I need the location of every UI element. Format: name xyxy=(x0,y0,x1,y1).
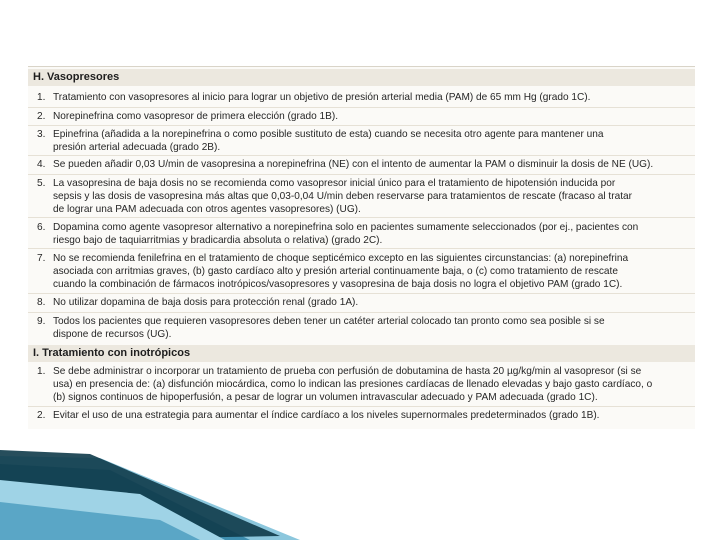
divider xyxy=(28,312,695,313)
slide-decoration-swoosh xyxy=(0,450,720,540)
divider xyxy=(28,293,695,294)
item-number: 4. xyxy=(37,159,46,170)
divider xyxy=(28,217,695,218)
section-i-header: I. Tratamiento con inotrópicos xyxy=(28,345,695,362)
item-number: 9. xyxy=(37,316,46,327)
item-number: 6. xyxy=(37,222,46,233)
item-text: No utilizar dopamina de baja dosis para protección renal (grado 1A). xyxy=(53,297,359,308)
item-text: Epinefrina (añadida a la norepinefrina o como posible sustituto de esta) cuando se necesita otro agente para mantener una presión arterial adecuada (grado 2B). xyxy=(53,129,604,153)
divider xyxy=(28,174,695,175)
divider xyxy=(28,107,695,108)
item-number: 3. xyxy=(37,129,46,140)
item-text: No se recomienda fenilefrina en el tratamiento de choque septicémico excepto en las siguientes circunstancias: (a) norepinefrina asociada con arritmias graves, (b) gasto cardíaco alto y presión arterial continuamente baja, o (c) como tratamiento de rescate cuando la combinación de fármacos inotrópicos/vasopresores y vasopresina de baja dosis no logra el objetivo PAM (grado 1C). xyxy=(53,253,629,290)
item-text: Todos los pacientes que requieren vasopresores deben tener un catéter arterial colocado tan pronto como sea posible si se dispone de recursos (UG). xyxy=(53,316,605,340)
divider xyxy=(28,155,695,156)
divider xyxy=(28,406,695,407)
divider xyxy=(28,125,695,126)
item-text: Se pueden añadir 0,03 U/min de vasopresina a norepinefrina (NE) con el intento de aumentar la PAM o disminuir la dosis de NE (UG). xyxy=(53,159,654,170)
item-number: 2. xyxy=(37,410,46,421)
item-text: Se debe administrar o incorporar un tratamiento de prueba con perfusión de dobutamina de hasta 20 µg/kg/min al vasopresor (si se usa) en presencia de: (a) disfunción miocárdica, como lo indican las presiones cardíacas de llenado elevadas y bajo gasto cardíaco, o (b) signos continuos de hipoperfusión, a pesar de lograr un volumen intravascular adecuado y PAM adecuada (grado 1C). xyxy=(53,366,653,403)
item-number: 2. xyxy=(37,111,46,122)
section-h-header: H. Vasopresores xyxy=(28,69,695,86)
guideline-document-image xyxy=(28,66,695,429)
divider xyxy=(28,248,695,249)
item-number: 1. xyxy=(37,92,46,103)
item-number: 8. xyxy=(37,297,46,308)
item-number: 5. xyxy=(37,178,46,189)
item-text: Evitar el uso de una estrategia para aumentar el índice cardíaco a los niveles supernormales predeterminados (grado 1B). xyxy=(53,410,600,421)
item-text: Tratamiento con vasopresores al inicio para lograr un objetivo de presión arterial media (PAM) de 65 mm Hg (grado 1C). xyxy=(53,92,591,103)
item-number: 1. xyxy=(37,366,46,377)
item-text: Dopamina como agente vasopresor alternativo a norepinefrina solo en pacientes sumamente seleccionados (por ej., pacientes con riesgo bajo de taquiarritmias y bradicardia absoluta o relativa) (grado 2C). xyxy=(53,222,639,246)
item-text: Norepinefrina como vasopresor de primera elección (grado 1B). xyxy=(53,111,339,122)
item-number: 7. xyxy=(37,253,46,264)
item-text: La vasopresina de baja dosis no se recomienda como vasopresor inicial único para el tratamiento de hipotensión inducida por sepsis y las dosis de vasopresina más altas que 0,03-0,04 U/min deben reservarse para tratamientos de rescate (fracaso al tratar de lograr una PAM adecuada con otros agentes vasopresores) (UG). xyxy=(53,178,632,215)
